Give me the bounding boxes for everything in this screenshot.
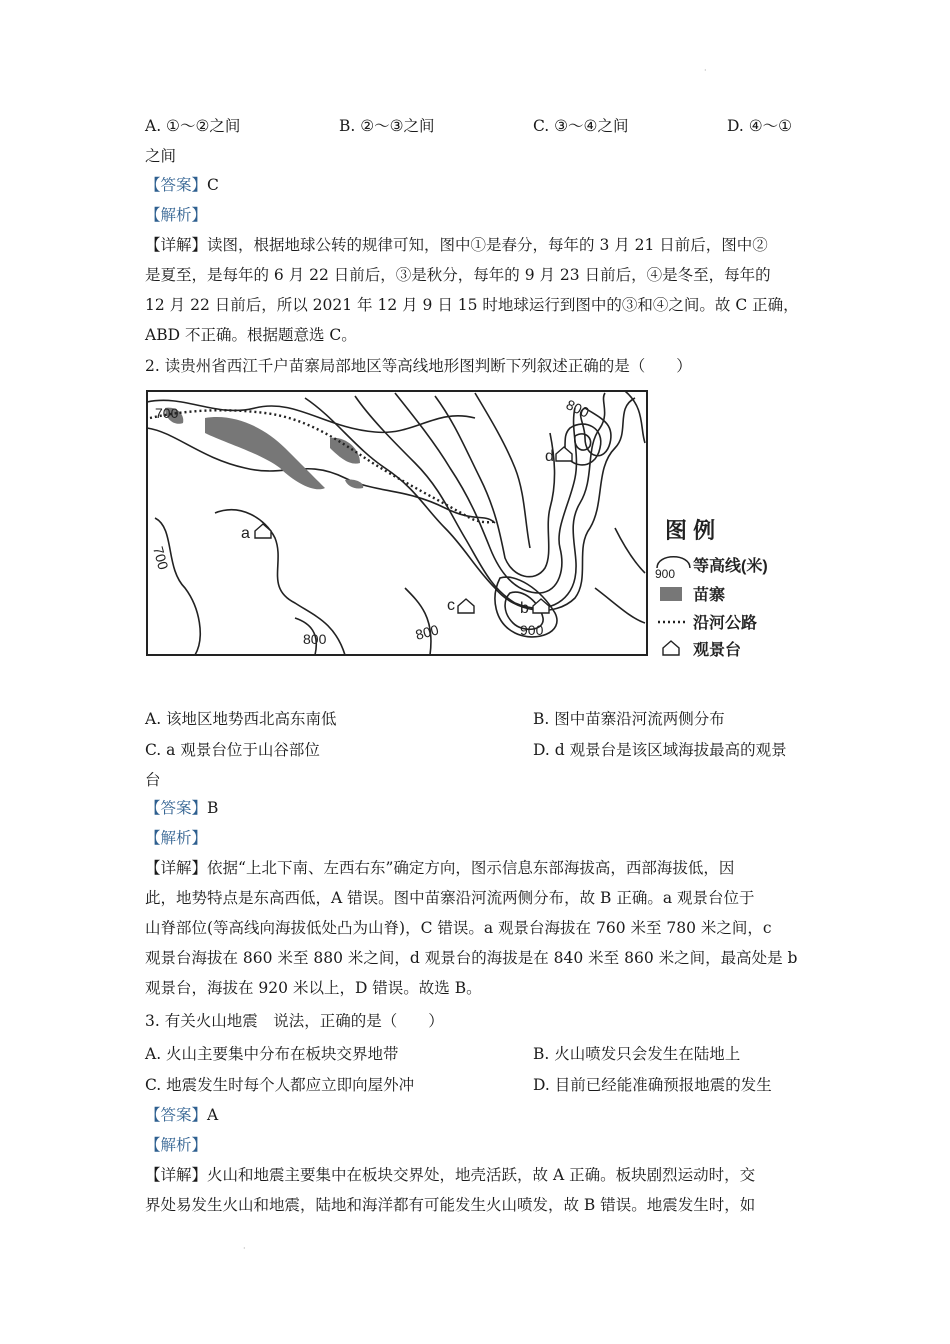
answer-value: B: [207, 799, 219, 817]
q3-analysis: [145, 1135, 207, 1155]
point-label: b: [520, 600, 529, 617]
detail-line: 观景台海拔在 860 米至 880 米之间，d 观景台的海拔是在 840 米至 860 米之间，最高处是 b: [145, 949, 798, 967]
q1-analysis: [145, 205, 207, 225]
analysis-label: 【解析】: [145, 1136, 208, 1154]
analysis-label: 【解析】: [145, 206, 208, 224]
q1-option-d-wrap: 之间: [145, 147, 177, 165]
contour-label: 900: [520, 622, 544, 638]
legend-title: 图 例: [665, 518, 716, 543]
q2-analysis: [145, 828, 207, 848]
page-mark: ·: [243, 1244, 246, 1253]
answer-label: 【答案】: [145, 1106, 208, 1124]
q1-option-a: A. ①～②之间: [145, 117, 241, 135]
q2-option-b: B. 图中苗寨沿河流两侧分布: [533, 710, 725, 728]
contour-label: 800: [303, 631, 327, 647]
map-legend: [655, 518, 768, 659]
detail-line: 是夏至，是每年的 6 月 22 日前后，③是秋分，每年的 9 月 23 日前后，④是冬至，每年的: [145, 266, 771, 284]
analysis-label: 【解析】: [145, 829, 208, 847]
viewpoint-a-icon: [255, 524, 271, 538]
q2-option-a: A. 该地区地势西北高东南低: [145, 710, 337, 728]
q2-option-d: D. d 观景台是该区域海拔最高的观景: [533, 741, 787, 759]
q3-option-c: C. 地震发生时每个人都应立即向屋外冲: [145, 1076, 415, 1094]
point-label: d: [545, 448, 554, 465]
legend-village-icon: [660, 587, 682, 601]
q3-option-d: D. 目前已经能准确预报地震的发生: [533, 1076, 772, 1094]
answer-label: 【答案】: [145, 176, 208, 194]
riverside-road: [150, 410, 497, 522]
detail-line: 火山和地震主要集中在板块交界处，地壳活跃，故 A 正确。板块剧烈运动时，交: [207, 1166, 756, 1184]
q2-detail: [145, 853, 805, 1003]
q2-option-c-wrap: 台: [145, 771, 161, 789]
point-label: c: [447, 597, 455, 614]
detail-line: 观景台，海拔在 920 米以上，D 错误。故选 B。: [145, 979, 482, 997]
viewpoint-c-icon: [458, 599, 474, 613]
q1-answer: [145, 175, 219, 195]
q1-option-c: C. ③～④之间: [533, 117, 629, 135]
detail-line: ABD 不正确。根据题意选 C。: [145, 326, 357, 344]
detail-line: 界处易发生火山和地震，陆地和海洋都有可能发生火山喷发，故 B 错误。地震发生时，如: [145, 1196, 756, 1214]
contour-label: 700: [150, 544, 172, 572]
q3-stem: 3. 有关火山地震 说法，正确的是（ ）: [145, 1012, 444, 1030]
legend-village: 苗寨: [693, 587, 726, 604]
q3-answer: [145, 1105, 218, 1125]
q1-detail: [145, 230, 805, 350]
contour-label: 800: [563, 396, 592, 421]
detail-label: 【详解】: [145, 1166, 208, 1184]
contour-label: 800: [413, 621, 441, 643]
q3-option-b: B. 火山喷发只会发生在陆地上: [533, 1045, 741, 1063]
answer-label: 【答案】: [145, 799, 208, 817]
detail-line: 依据“上北下南、左西右东”确定方向，图示信息东部海拔高，西部海拔低，因: [207, 859, 735, 877]
q1-option-b: B. ②～③之间: [339, 117, 435, 135]
q3-option-a: A. 火山主要集中分布在板块交界地带: [145, 1045, 399, 1063]
detail-line: 山脊部位(等高线向海拔低处凸为山脊)，C 错误。a 观景台海拔在 760 米至 780 米之间，c: [145, 919, 772, 937]
legend-road: 沿河公路: [693, 615, 758, 632]
answer-value: C: [207, 176, 219, 194]
q2-answer: [145, 798, 218, 818]
legend-contour: 等高线(米): [693, 558, 768, 575]
contour-label: 700: [155, 405, 179, 421]
contour-map: [145, 388, 805, 660]
detail-label: 【详解】: [145, 859, 208, 877]
detail-line: 12 月 22 日前后，所以 2021 年 12 月 9 日 15 时地球运行到图中的③和④之间。故 C 正确，: [145, 296, 799, 314]
legend-viewpoint-icon: [663, 641, 679, 655]
q3-detail: [145, 1160, 805, 1220]
detail-line: 此，地势特点是东高西低，A 错误。图中苗寨沿河流两侧分布，故 B 正确。a 观景台位于: [145, 889, 755, 907]
viewpoint-d-icon: [556, 447, 572, 461]
q1-option-d: D. ④～①: [727, 117, 793, 135]
legend-sample-value: 900: [655, 567, 676, 581]
page-mark: ·: [704, 66, 707, 75]
detail-label: 【详解】: [145, 236, 208, 254]
q2-stem: 2. 读贵州省西江千户苗寨局部地区等高线地形图判断下列叙述正确的是（ ）: [145, 357, 692, 375]
point-label: a: [241, 525, 250, 542]
detail-line: 读图，根据地球公转的规律可知，图中①是春分，每年的 3 月 21 日前后，图中②: [207, 236, 768, 254]
answer-value: A: [207, 1106, 219, 1124]
legend-viewpoint: 观景台: [693, 642, 742, 659]
q2-option-c: C. a 观景台位于山谷部位: [145, 741, 320, 759]
